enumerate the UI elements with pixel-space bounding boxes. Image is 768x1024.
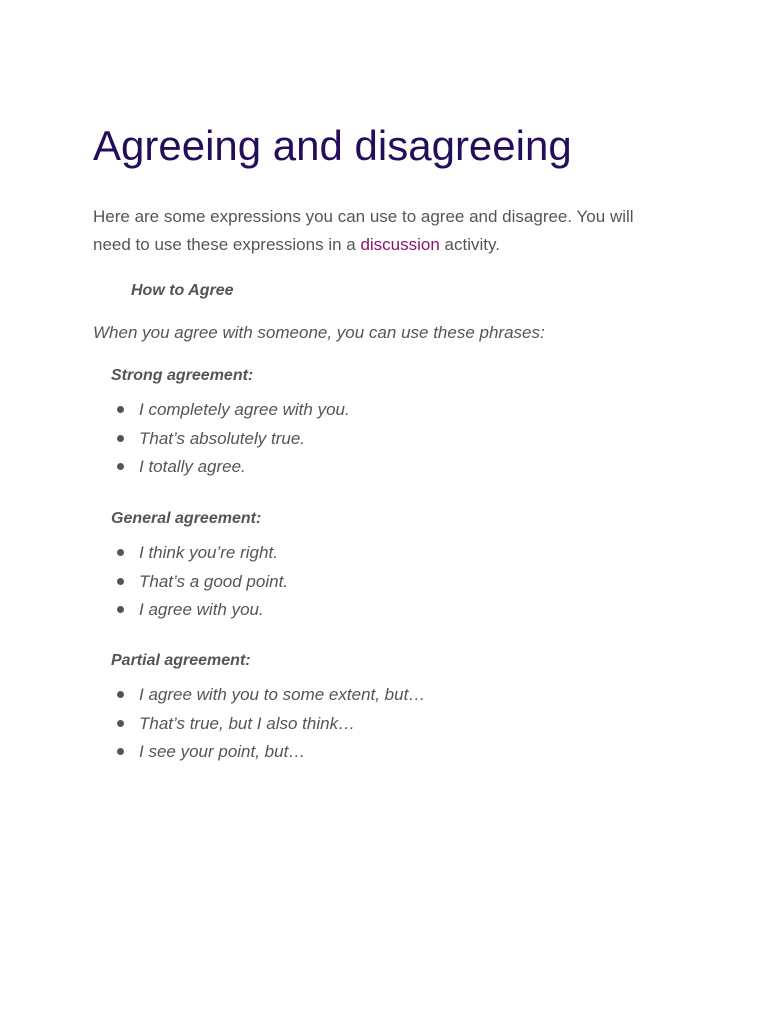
bullet-dot-icon — [117, 435, 124, 442]
bullet-dot-icon — [117, 549, 124, 556]
how-to-agree-subheading: How to Agree — [131, 282, 234, 299]
phrase-text: That’s a good point. — [139, 571, 289, 591]
general-agreement-section — [111, 509, 631, 619]
bullet-dot-icon — [117, 748, 124, 755]
phrase-text: That’s true, but I also think… — [139, 713, 356, 733]
section-heading: General agreement: — [111, 510, 262, 527]
bullet-dot-icon — [117, 691, 124, 698]
page-title: Agreeing and disagreeing — [93, 122, 572, 169]
phrase-text: I agree with you. — [139, 600, 264, 619]
phrase-text: I see your point, but… — [139, 742, 306, 761]
lead-sentence: When you agree with someone, you can use these phrases: — [93, 323, 545, 342]
phrase-text: I completely agree with you. — [139, 400, 350, 419]
bullet-dot-icon — [117, 463, 124, 470]
phrase-text: That’s absolutely true. — [139, 428, 305, 448]
section-heading: Strong agreement: — [111, 367, 254, 384]
bullet-dot-icon — [117, 406, 124, 413]
bullet-dot-icon — [117, 606, 124, 613]
phrase-text: I think you’re right. — [139, 543, 278, 562]
phrase-text: I totally agree. — [139, 457, 246, 476]
intro-text-after-link: activity. — [439, 235, 500, 254]
discussion-link[interactable]: discussion — [360, 235, 440, 254]
bullet-dot-icon — [117, 578, 124, 585]
bullet-dot-icon — [117, 720, 124, 727]
section-heading: Partial agreement: — [111, 652, 251, 669]
phrase-text: I agree with you to some extent, but… — [139, 685, 426, 704]
strong-agreement-section — [111, 366, 631, 476]
partial-agreement-section — [111, 651, 631, 761]
intro-text-before-link: Here are some expressions you can use to agree and disagree. You will need to use these expressions in a — [93, 207, 634, 254]
intro-paragraph — [93, 203, 673, 259]
